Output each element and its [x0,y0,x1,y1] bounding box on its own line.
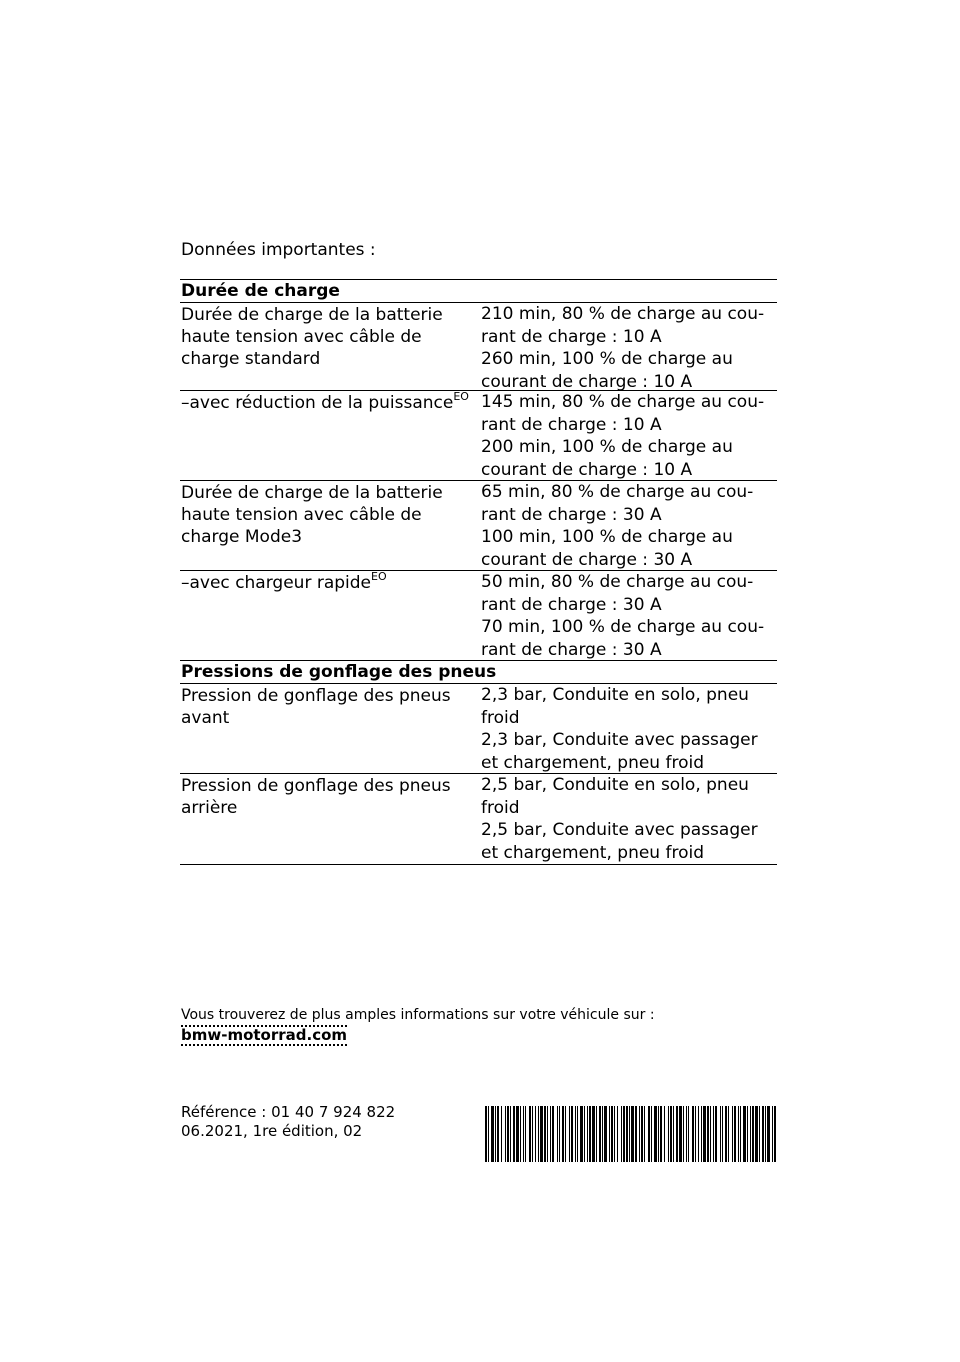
value-line: 100 min, 100 % de charge au [481,527,733,547]
barcode-bar [621,1106,622,1162]
row-values [481,571,777,660]
barcode-bar [569,1106,570,1162]
section-heading-charge-duration: Durée de charge [180,280,777,303]
barcode-bar [562,1106,564,1162]
value-line: courant de charge : 10 A [481,371,693,392]
value-line: rant de charge : 10 A [481,326,662,347]
value-line: rant de charge : 30 A [481,639,662,660]
barcode-bar [639,1106,640,1162]
table-row [180,571,777,661]
eo-superscript: EO [371,570,387,583]
row-values [481,684,777,773]
value-line: 65 min, 80 % de charge au cou- [481,482,754,502]
barcode-bar [686,1106,687,1162]
barcode-bar [547,1106,548,1162]
barcode-bar [589,1106,591,1162]
barcode-bar [523,1106,524,1162]
barcode-bar [602,1106,603,1162]
barcode-bar [688,1106,689,1162]
barcode-bar [713,1106,714,1162]
barcode-bar [488,1106,489,1162]
barcode-bar [592,1106,595,1162]
barcode-bar [679,1106,682,1162]
row-values [481,774,777,864]
barcode-bar [703,1106,706,1162]
barcode-bar [525,1106,526,1162]
barcode-bar [673,1106,674,1162]
barcode-bar [580,1106,583,1162]
barcode-bar [692,1106,694,1162]
barcode-bar [774,1106,776,1162]
value-line: 2,5 bar, Conduite en solo, pneu [481,775,749,795]
value-line: et chargement, pneu froid [481,842,704,863]
value-line: courant de charge : 10 A [481,459,693,480]
barcode-bar [743,1106,746,1162]
barcode-bar [668,1106,669,1162]
barcode-bar [728,1106,729,1162]
value-line: 70 min, 100 % de charge au cou- [481,617,765,637]
barcode-bar [495,1106,496,1162]
barcode-bar [767,1106,770,1162]
barcode-bar [611,1106,613,1162]
barcode-bar [707,1106,709,1162]
barcode-bar [614,1106,615,1162]
table-row [180,481,777,571]
barcode-bar [559,1106,560,1162]
barcode-bar [765,1106,766,1162]
barcode-bar [609,1106,610,1162]
barcode-bar [725,1106,727,1162]
barcode-bar [631,1106,634,1162]
barcode-bar [752,1106,754,1162]
more-info-text: Vous trouverez de plus amples informations sur votre véhicule sur : [181,1007,655,1023]
specifications-table [180,279,777,865]
barcode-bar [575,1106,576,1162]
reference-number: Référence : 01 40 7 924 822 [181,1103,396,1121]
value-line: 260 min, 100 % de charge au [481,349,733,369]
barcode-bar [535,1106,536,1162]
row-label: Pression de gonflage des pneus arrière [181,776,451,818]
barcode-bar [722,1106,723,1162]
barcode-bar [557,1106,558,1162]
row-label: Durée de charge de la batterie haute tension avec câble de charge Mode3 [181,483,443,547]
barcode-bar [654,1106,657,1162]
website-link[interactable]: bmw-motorrad.com [181,1026,348,1044]
barcode-bar [738,1106,739,1162]
barcode-bar [750,1106,751,1162]
barcode-bar [510,1106,511,1162]
row-label: –avec réduction de la puissance$^{EO}$ [181,390,469,413]
barcode-bar [740,1106,741,1162]
value-line: 145 min, 80 % de charge au cou- [481,392,765,412]
table-row [180,391,777,481]
barcode-bar [505,1106,506,1162]
barcode-bar [599,1106,601,1162]
intro-text: Données importantes : [181,240,376,260]
barcode-bar [772,1106,773,1162]
barcode-bar [571,1106,573,1162]
barcode-image [485,1106,777,1162]
barcode-bar [755,1106,758,1162]
value-line: 210 min, 80 % de charge au cou- [481,304,765,324]
value-line: 2,3 bar, Conduite en solo, pneu [481,685,749,705]
value-line: rant de charge : 30 A [481,594,662,615]
barcode-bar [623,1106,625,1162]
row-label: –avec chargeur rapide$^{EO}$ [181,570,387,593]
barcode-bar [676,1106,678,1162]
barcode-bar [658,1106,659,1162]
barcode-bar [550,1106,551,1162]
value-line: 2,5 bar, Conduite avec passager [481,820,758,840]
table-row [180,684,777,774]
barcode-bar [529,1106,531,1162]
barcode-bar [759,1106,760,1162]
barcode-bar [587,1106,588,1162]
barcode-bar [698,1106,699,1162]
barcode-bar [635,1106,637,1162]
reference-block [181,1103,395,1141]
barcode-bar [617,1106,618,1162]
barcode-bar [507,1106,509,1162]
row-values [481,481,777,570]
row-values [481,391,777,480]
barcode-bar [660,1106,662,1162]
barcode-bar [532,1106,533,1162]
barcode-bar [520,1106,521,1162]
barcode-bar [695,1106,696,1162]
barcode-bar [648,1106,650,1162]
value-line: froid [481,797,520,818]
section-heading-tire-pressure: Pressions de gonflage des pneus [180,661,777,684]
value-line: et chargement, pneu froid [481,752,704,773]
barcode-bar [664,1106,665,1162]
barcode-bar [629,1106,630,1162]
barcode-bar [565,1106,566,1162]
barcode-bar [596,1106,597,1162]
row-values [481,303,777,390]
barcode-bar [577,1106,578,1162]
barcode-bar [732,1106,733,1162]
value-line: 50 min, 80 % de charge au cou- [481,572,754,592]
table-row [180,303,777,391]
barcode-bar [651,1106,652,1162]
edition-info: 06.2021, 1re édition, 02 [181,1122,363,1140]
barcode-bar [501,1106,502,1162]
barcode-bar [641,1106,643,1162]
value-line: froid [481,707,520,728]
barcode-bar [584,1106,585,1162]
row-label: Pression de gonflage des pneus avant [181,686,451,728]
value-line: rant de charge : 10 A [481,414,662,435]
eo-superscript: EO [453,390,469,403]
barcode-bar [710,1106,711,1162]
barcode-bar [720,1106,721,1162]
barcode-bar [715,1106,717,1162]
barcode-bar [734,1106,736,1162]
value-line: 200 min, 100 % de charge au [481,437,733,457]
barcode-bar [644,1106,645,1162]
barcode-bar [544,1106,546,1162]
barcode-bar [762,1106,764,1162]
barcode-bar [552,1106,554,1162]
barcode-bar [670,1106,672,1162]
value-line: rant de charge : 30 A [481,504,662,525]
barcode-bar [491,1106,494,1162]
barcode-bar [626,1106,628,1162]
barcode-bar [516,1106,519,1162]
table-row [180,774,777,865]
barcode-bar [513,1106,515,1162]
row-label: Durée de charge de la batterie haute tension avec câble de charge standard [181,305,443,369]
barcode-bar [497,1106,499,1162]
barcode-bar [540,1106,543,1162]
value-line: courant de charge : 30 A [481,549,693,570]
barcode-bar [485,1106,487,1162]
barcode-bar [538,1106,539,1162]
barcode-bar [701,1106,702,1162]
barcode-bar [683,1106,684,1162]
barcode-bar [747,1106,748,1162]
barcode-bar [604,1106,607,1162]
value-line: 2,3 bar, Conduite avec passager [481,730,758,750]
